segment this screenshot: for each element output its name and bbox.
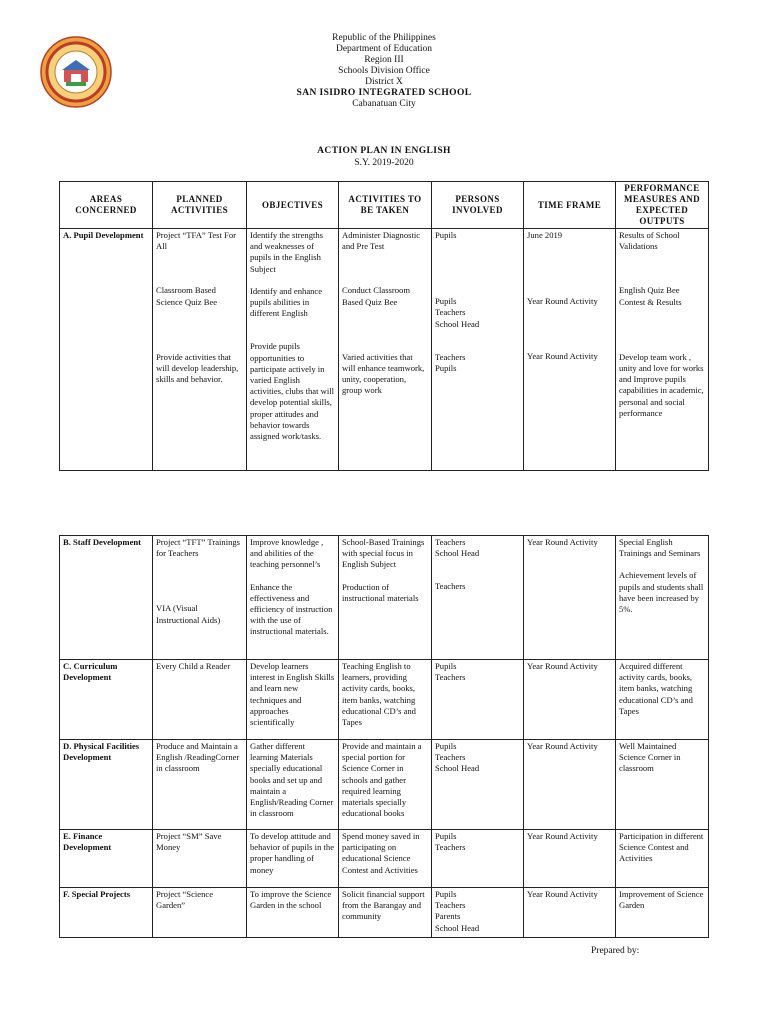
header-line-region: Region III xyxy=(364,55,404,65)
area-pupil-development: A. Pupil Development xyxy=(63,230,144,240)
performance-teamwork: Develop team work , unity and love for works and Improve pupils capabilities in academic, personal and social performance xyxy=(619,351,704,418)
activity-classroom-quiz: Conduct Classroom Based Quiz Bee xyxy=(342,285,411,307)
person: School Head xyxy=(435,763,480,774)
table-row-staff-development xyxy=(60,536,709,660)
person: Pupils xyxy=(435,296,457,307)
table-row-physical-facilities xyxy=(60,740,709,830)
person: Pupils xyxy=(435,363,457,374)
person: Teachers xyxy=(435,581,466,592)
objective-enhance-abilities: Identify and enhance pupils abilities in different English xyxy=(250,285,323,319)
planned-tfa: Project “TFA” Test For All xyxy=(156,230,236,252)
document-title-block xyxy=(0,146,768,169)
objectives-cell: Gather different learning Materials specially educational books and set up and maintain a English/Reading Corner in classroom xyxy=(247,740,339,830)
planned-cell: Project “Science Garden” xyxy=(153,888,247,938)
letterhead xyxy=(0,33,768,110)
table-row-finance-development xyxy=(60,830,709,888)
planned-via: VIA (Visual Instructional Aids) xyxy=(156,603,221,625)
time-cell: Year Round Activity xyxy=(524,830,616,888)
objectives-cell xyxy=(247,229,339,471)
header-line-department: Department of Education xyxy=(335,44,433,54)
person: Teachers xyxy=(435,900,466,911)
persons-cell xyxy=(432,888,524,938)
person: Pupils xyxy=(435,889,457,899)
header-activities-to-be-taken: ACTIVITIES TO BE TAKEN xyxy=(339,182,432,229)
header-objectives: OBJECTIVES xyxy=(247,182,339,229)
persons-cell xyxy=(432,229,524,471)
performance-cell: Participation in different Science Contest and Activities xyxy=(616,830,709,888)
planned-quiz-bee: Classroom Based Science Quiz Bee xyxy=(156,285,218,307)
time-frame: June 2019 xyxy=(527,230,563,240)
objectives-cell: To improve the Science Garden in the school xyxy=(247,888,339,938)
area-cell xyxy=(60,740,153,830)
person: Pupils xyxy=(435,831,457,841)
person: School Head xyxy=(435,318,480,329)
school-city: Cabanatuan City xyxy=(352,99,416,109)
header-areas-concerned: AREAS CONCERNED xyxy=(60,182,153,229)
action-plan-table-part-2 xyxy=(59,535,709,938)
persons-cell xyxy=(432,740,524,830)
header-line-republic: Republic of the Philippines xyxy=(332,33,436,43)
objectives-cell: To develop attitude and behavior of pupils in the proper handling of money xyxy=(247,830,339,888)
planned-cell xyxy=(153,536,247,660)
activity-production: Production of instructional materials xyxy=(342,581,419,603)
performance-cell xyxy=(616,536,709,660)
time-cell: Year Round Activity xyxy=(524,740,616,830)
persons-cell xyxy=(432,536,524,660)
performance-cell: Acquired different activity cards, books, item banks, watching educational CD’s and Tapes xyxy=(616,660,709,740)
objectives-cell xyxy=(247,536,339,660)
planned-cell: Every Child a Reader xyxy=(153,660,247,740)
persons-cell xyxy=(432,830,524,888)
table-header-row xyxy=(60,182,709,229)
performance-cell: Well Maintained Science Corner in classroom xyxy=(616,740,709,830)
performance-quiz-results: English Quiz Bee Contest & Results xyxy=(619,285,682,307)
planned-cell: Produce and Maintain a English /ReadingCorner in classroom xyxy=(153,740,247,830)
persons-cell xyxy=(432,660,524,740)
area-special-projects: F. Special Projects xyxy=(63,889,131,899)
person: Teachers xyxy=(435,842,466,853)
performance-cell xyxy=(616,229,709,471)
time-frame: Year Round Activity xyxy=(527,351,598,362)
person: School Head xyxy=(435,548,480,559)
time-cell: Year Round Activity xyxy=(524,660,616,740)
header-planned-activities: PLANNED ACTIVITIES xyxy=(153,182,247,229)
objective-participate: Provide pupils opportunities to participate actively in varied English activities, clubs that will develop potential skills, proper attitudes and behavior towards assigned work/tasks. xyxy=(250,341,335,442)
performance-trainings: Special English Trainings and Seminars xyxy=(619,537,701,559)
activities-cell xyxy=(339,536,432,660)
activities-cell: Teaching English to learners, providing activity cards, books, item banks, watching educational CD’s and Tapes xyxy=(339,660,432,740)
area-cell xyxy=(60,660,153,740)
planned-leadership: Provide activities that will develop leadership, skills and behavior. xyxy=(156,351,239,385)
header-line-division: Schools Division Office xyxy=(338,66,430,76)
person: Teachers xyxy=(435,307,466,318)
person: Teachers xyxy=(435,672,466,683)
activities-cell xyxy=(339,229,432,471)
table-row-curriculum-development xyxy=(60,660,709,740)
area-staff-development: B. Staff Development xyxy=(63,537,142,547)
school-year: S.Y. 2019-2020 xyxy=(354,157,414,168)
activity-teamwork: Varied activities that will enhance teamwork, unity, cooperation, group work xyxy=(342,351,425,396)
person: Pupils xyxy=(435,661,457,671)
performance-cell: Improvement of Science Garden xyxy=(616,888,709,938)
area-cell xyxy=(60,536,153,660)
time-frame: Year Round Activity xyxy=(527,296,598,307)
area-curriculum-development: C. Curriculum Development xyxy=(63,661,118,683)
performance-validations: Results of School Validations xyxy=(619,230,680,252)
area-cell xyxy=(60,229,153,471)
time-cell: Year Round Activity xyxy=(524,888,616,938)
area-physical-facilities: D. Physical Facilities Development xyxy=(63,741,140,763)
table-row-special-projects xyxy=(60,888,709,938)
activity-diagnostic: Administer Diagnostic and Pre Test xyxy=(342,230,421,252)
planned-tft: Project “TFT” Trainings for Teachers xyxy=(156,537,241,559)
person: Pupils xyxy=(435,230,457,240)
area-cell xyxy=(60,830,153,888)
action-plan-table-part-1 xyxy=(59,181,709,471)
person: Teachers xyxy=(435,351,466,362)
time-frame: Year Round Activity xyxy=(527,537,598,547)
person: Teachers xyxy=(435,537,466,547)
prepared-by-label: Prepared by: xyxy=(591,946,640,956)
objective-enhance-effectiveness: Enhance the effectiveness and efficiency of instruction with the use of instructional materials. xyxy=(250,581,333,637)
header-time-frame: TIME FRAME xyxy=(524,182,616,229)
objective-strengths: Identify the strengths and weaknesses of pupils in the English Subject xyxy=(250,230,324,274)
person: Pupils xyxy=(435,741,457,751)
person: Teachers xyxy=(435,752,466,763)
activity-school-trainings: School-Based Trainings with special focus in English Subject xyxy=(342,537,425,570)
area-cell xyxy=(60,888,153,938)
activities-cell: Provide and maintain a special portion for Science Corner in schools and gather required learning materials specially educational books xyxy=(339,740,432,830)
time-cell xyxy=(524,229,616,471)
objectives-cell: Develop learners interest in English Skills and learn new techniques and approaches scientifically xyxy=(247,660,339,740)
planned-cell: Project “SM” Save Money xyxy=(153,830,247,888)
school-name: SAN ISIDRO INTEGRATED SCHOOL xyxy=(296,88,472,98)
planned-cell xyxy=(153,229,247,471)
header-line-district: District X xyxy=(365,77,403,87)
activities-cell: Spend money saved in participating on educational Science Contest and Activities xyxy=(339,830,432,888)
document-title: ACTION PLAN IN ENGLISH xyxy=(317,146,451,156)
table-row-pupil-development xyxy=(60,229,709,471)
objective-improve-knowledge: Improve knowledge , and abilities of the teaching personnel’s xyxy=(250,537,324,570)
activities-cell: Solicit financial support from the Barangay and community xyxy=(339,888,432,938)
person: School Head xyxy=(435,922,480,933)
header-performance-measures: PERFORMANCE MEASURES AND EXPECTED OUTPUTS xyxy=(616,182,709,229)
performance-achievement: Achievement levels of pupils and students shall have been increased by 5%. xyxy=(619,570,704,615)
time-cell xyxy=(524,536,616,660)
person: Parents xyxy=(435,911,461,922)
header-persons-involved: PERSONS INVOLVED xyxy=(432,182,524,229)
area-finance-development: E. Finance Development xyxy=(63,831,112,853)
